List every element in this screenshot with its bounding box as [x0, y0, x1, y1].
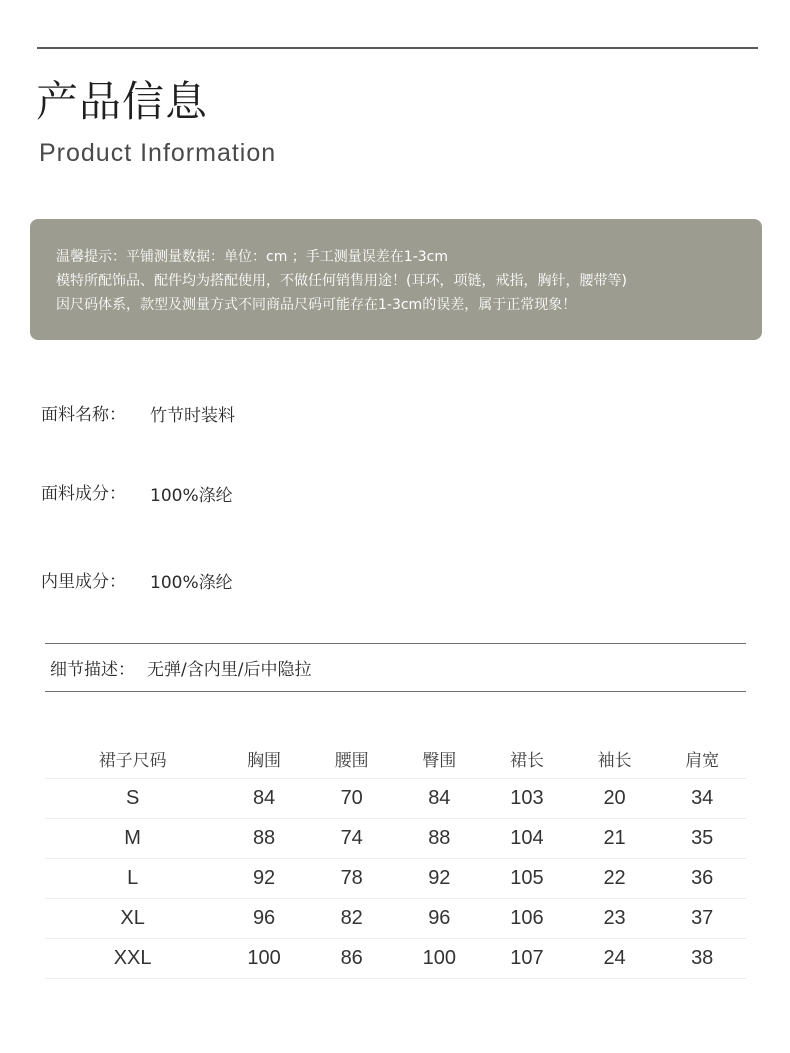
page-subtitle: Product Information: [39, 139, 277, 167]
table-row: [45, 859, 746, 899]
detail-label: 细节描述：: [50, 660, 135, 680]
table-cell: 37: [658, 899, 746, 939]
table-cell: 36: [658, 859, 746, 899]
table-cell: XL: [45, 899, 220, 939]
notice-box: [30, 219, 762, 340]
table-cell: 107: [483, 939, 571, 979]
table-cell: 20: [571, 779, 659, 819]
table-cell: 103: [483, 779, 571, 819]
table-cell: 84: [220, 779, 308, 819]
size-table: [45, 738, 746, 979]
top-divider: [37, 47, 758, 49]
table-cell: S: [45, 779, 220, 819]
table-cell: 96: [396, 899, 484, 939]
table-cell: 21: [571, 819, 659, 859]
table-cell: 38: [658, 939, 746, 979]
table-cell: 78: [308, 859, 396, 899]
page-title: 产品信息: [36, 77, 209, 126]
table-row: [45, 779, 746, 819]
detail-bottom-divider: [45, 691, 746, 692]
table-row: [45, 899, 746, 939]
notice-line: 模特所配饰品、配件均为搭配使用，不做任何销售用途！(耳环，项链，戒指，胸针，腰带等): [56, 273, 627, 289]
col-header-sleeve-length: 袖长: [571, 738, 659, 779]
table-cell: 105: [483, 859, 571, 899]
fabric-name-label: 面料名称：: [41, 405, 126, 425]
table-cell: 96: [220, 899, 308, 939]
fabric-content-value: 100%涤纶: [150, 486, 233, 506]
table-cell: 86: [308, 939, 396, 979]
table-cell: 104: [483, 819, 571, 859]
lining-content-label: 内里成分：: [41, 572, 126, 592]
detail-top-divider: [45, 643, 746, 644]
table-cell: XXL: [45, 939, 220, 979]
notice-line: 温馨提示：平铺测量数据：单位：cm ；手工测量误差在1-3cm: [56, 249, 448, 265]
col-header-shoulder-width: 肩宽: [658, 738, 746, 779]
table-cell: 106: [483, 899, 571, 939]
table-cell: 84: [396, 779, 484, 819]
table-row: [45, 939, 746, 979]
notice-line: 因尺码体系，款型及测量方式不同商品尺码可能存在1-3cm的误差，属于正常现象！: [56, 297, 577, 313]
col-header-bust: 胸围: [220, 738, 308, 779]
table-cell: M: [45, 819, 220, 859]
fabric-name-value: 竹节时装料: [150, 406, 235, 426]
col-header-waist: 腰围: [308, 738, 396, 779]
table-cell: 92: [396, 859, 484, 899]
col-header-size: 裙子尺码: [45, 738, 220, 779]
detail-value: 无弹/含内里/后中隐拉: [147, 660, 312, 680]
lining-content-value: 100%涤纶: [150, 573, 233, 593]
table-cell: 92: [220, 859, 308, 899]
table-cell: 70: [308, 779, 396, 819]
table-header-row: [45, 738, 746, 779]
detail-description: [50, 655, 311, 680]
table-cell: 34: [658, 779, 746, 819]
table-cell: 82: [308, 899, 396, 939]
table-cell: 88: [220, 819, 308, 859]
table-row: [45, 819, 746, 859]
table-cell: 24: [571, 939, 659, 979]
col-header-hip: 臀围: [396, 738, 484, 779]
fabric-content-label: 面料成分：: [41, 484, 126, 504]
table-cell: 74: [308, 819, 396, 859]
table-cell: 35: [658, 819, 746, 859]
table-cell: 100: [220, 939, 308, 979]
table-cell: 22: [571, 859, 659, 899]
table-cell: 100: [396, 939, 484, 979]
table-cell: 23: [571, 899, 659, 939]
table-cell: L: [45, 859, 220, 899]
col-header-skirt-length: 裙长: [483, 738, 571, 779]
table-cell: 88: [396, 819, 484, 859]
